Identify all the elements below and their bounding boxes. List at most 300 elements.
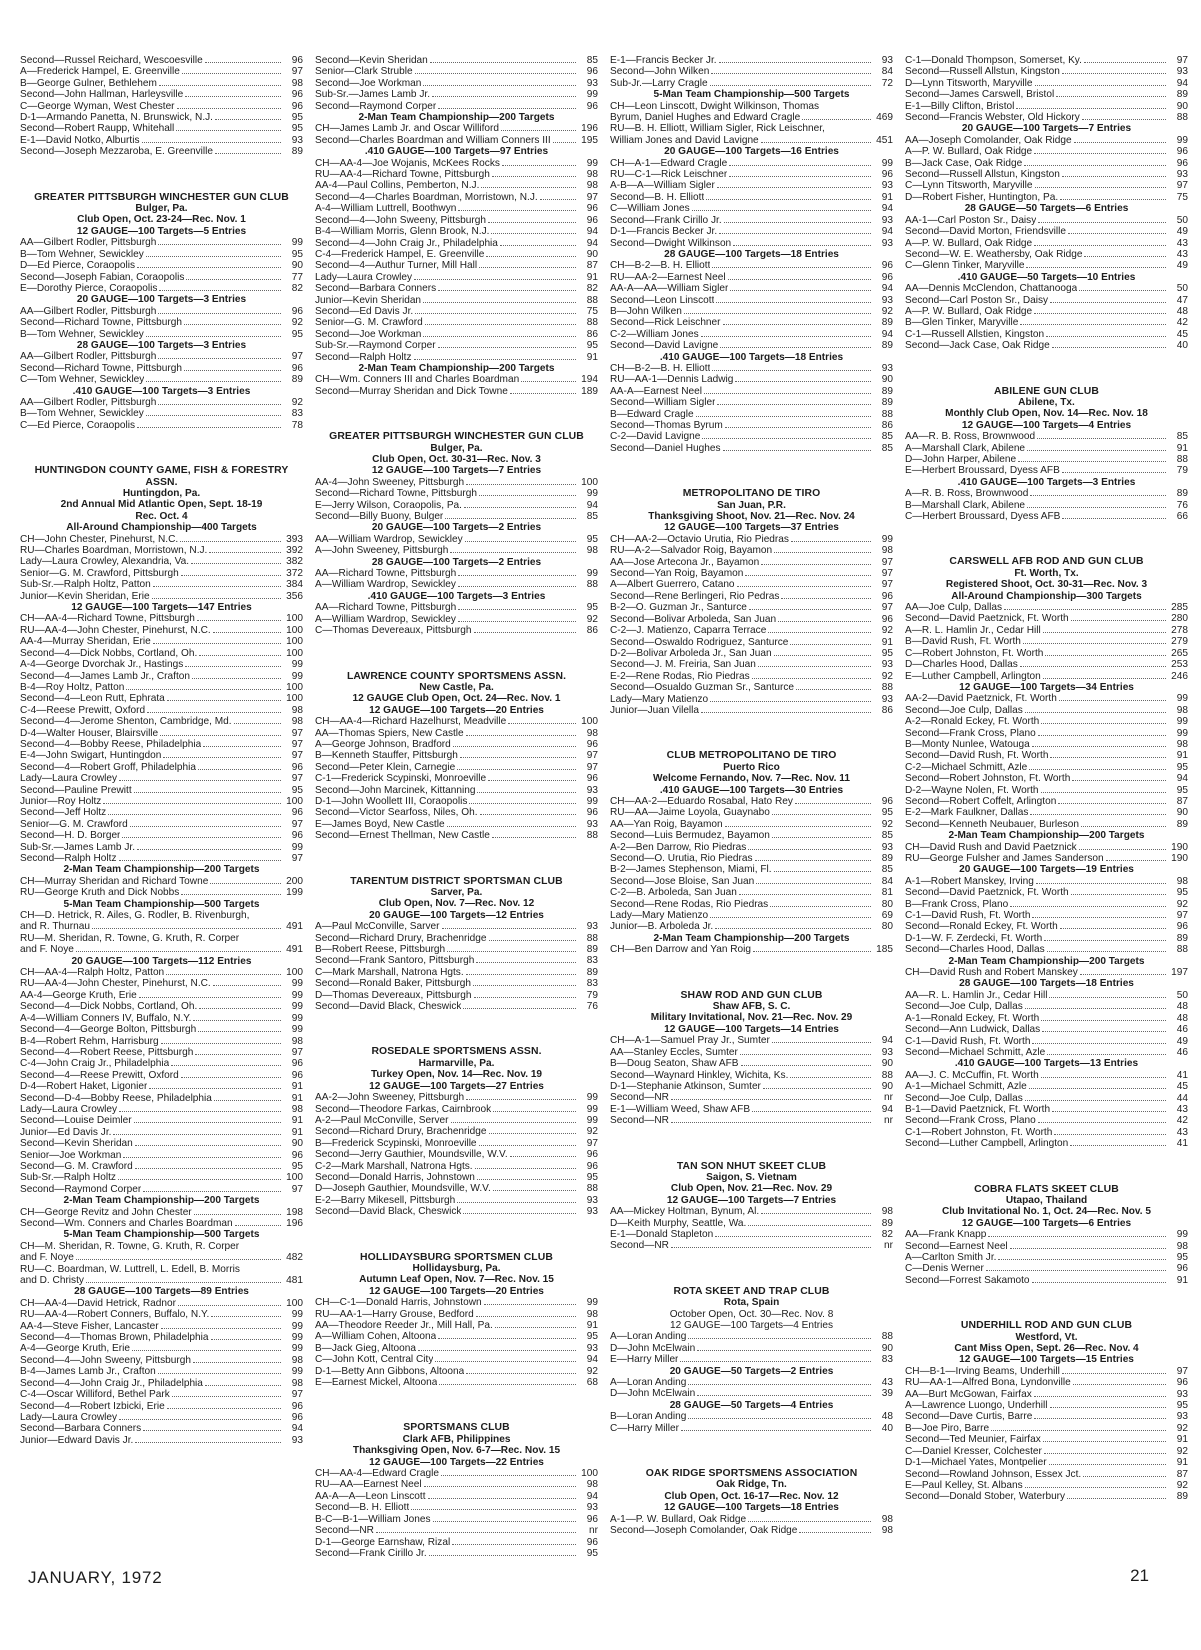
result-row [20,671,303,682]
shooter-name: Second—Ted Meunier, Fairfax [905,1434,1041,1446]
shooter-name: AA—Joseph Comolander, Oak Ridge [905,134,1072,146]
score: 92 [1176,898,1188,910]
score: 97 [881,579,893,591]
shooter-name: C-4—Frederick Hampel, E. Greenville [315,248,485,260]
dot-leader [774,864,871,872]
dot-leader [521,374,576,382]
dot-leader [735,374,871,382]
dot-leader [1042,1024,1166,1032]
dot-leader [185,659,281,667]
section-spacer [20,158,303,180]
shooter-name: CH—David Rush and David Paetznick [905,841,1077,853]
score: 43 [1176,1103,1188,1115]
shooter-name: B-2—James Stephenson, Miami, Fl. [610,864,772,876]
dot-leader [1027,443,1166,451]
result-row [20,1070,303,1081]
dot-leader [457,1195,576,1203]
dot-leader [1023,636,1166,644]
score: 97 [586,191,598,203]
dot-leader [439,1377,576,1385]
result-row [315,785,598,796]
result-row [20,1001,303,1012]
score: 88 [586,932,598,944]
result-row [20,785,303,796]
score: 372 [286,567,303,579]
shooter-name: A—George Johnson, Bradford [315,738,451,750]
score: 86 [881,420,893,431]
dot-leader [135,1161,281,1169]
result-row [905,1024,1188,1035]
result-row [20,1150,303,1161]
result-row [610,260,893,271]
score: 93 [586,1342,598,1354]
shooter-name: Second—Robert Johnston, Ft. Worth [905,773,1071,785]
dot-leader [76,944,281,952]
dot-leader [1047,944,1166,952]
shooter-name: E-1—Francis Becker Jr. [610,55,717,66]
dot-leader [198,762,281,770]
shooter-name: AA-4—George Kruth, Erie [20,989,137,1001]
shooter-name: Junior—Roy Holtz [20,795,102,807]
shooter-name: Second—Ralph Holtz [20,853,117,864]
dot-leader [1030,807,1166,815]
dot-leader [1025,1001,1166,1009]
dot-leader [433,1514,576,1522]
score: 95 [881,807,893,819]
result-row [315,807,598,818]
shooter-name: Senior—Joe Workman [20,1149,122,1161]
result-row [315,66,598,77]
score: 96 [586,214,598,226]
shooter-name: E—Harry Miller [610,1354,679,1366]
score: 93 [586,1206,598,1218]
shooter-name: Lady—Laura Crowley, Alexandria, Va. [20,556,190,568]
shooter-name: A-2—Ronald Eckey, Ft. Worth [905,716,1040,728]
score: 91 [291,1092,303,1104]
shooter-name: E-1—Billy Clifton, Bristol [905,100,1015,112]
dot-leader [1074,135,1166,143]
result-row [905,1446,1188,1457]
event-info: Thanksgiving Open, Nov. 6-7—Rec. Nov. 15 [352,1445,561,1457]
shooter-name: RU—C-1—Rick Leischner [610,169,728,181]
score: 285 [1171,602,1188,614]
dot-leader [158,351,281,359]
result-row [905,1036,1188,1047]
dot-leader [739,887,871,895]
dot-leader [781,591,871,599]
result-row [20,762,303,773]
dot-leader [465,534,576,542]
dot-leader [428,1491,576,1499]
score: 279 [1171,636,1188,648]
dot-leader [161,1036,281,1044]
score: 99 [291,978,303,990]
result-row [315,579,598,590]
dot-leader [1026,260,1166,268]
shooter-name: Second—Joe Culp, Dallas [905,1001,1023,1013]
result-row [315,1183,598,1194]
shooter-name: A—Loran Anding [610,1331,687,1343]
shooter-name: Second—4—Charles Boardman, Morristown, N.J. [315,191,538,203]
shooter-name: D—Lynn Titsworth, Maryville [905,77,1033,89]
dot-leader [126,682,281,690]
shooter-name: AA-4—Murray Sheridan, Erie [20,636,151,648]
dot-leader [702,431,871,439]
shooter-name: A-1—P. W. Bullard, Oak Ridge [610,1513,747,1525]
result-row [315,933,598,944]
dot-leader [1052,1104,1166,1112]
dot-leader [1058,796,1166,804]
shooter-name: Second—Joseph Mezzaroba, E. Greenville [20,146,214,158]
shooter-name: Sub-Sr.—Ralph Holtz [20,1172,116,1184]
result-row [20,648,303,659]
score: 92 [881,625,893,637]
result-row [610,807,893,818]
shooter-name: A—Loran Anding [610,1377,687,1389]
dot-leader [697,1343,871,1351]
score: 80 [881,898,893,910]
shooter-name: Second—Luther Campbell, Arlington [905,1138,1069,1150]
dot-leader [464,500,576,508]
dot-leader [108,807,281,815]
shooter-name: Junior—Ed Davis Jr. [20,1126,112,1138]
shooter-name: Second—Russel Reichard, Wescoesville [20,55,203,66]
result-row [315,1195,598,1206]
score: 96 [586,203,598,215]
dot-leader [458,568,576,576]
result-row [610,1514,893,1525]
score: 93 [881,237,893,249]
score: 94 [586,237,598,249]
result-row [315,215,598,226]
result-row [20,978,303,989]
shooter-name: Second—Jack Case, Oak Ridge [905,340,1050,352]
score: 95 [586,1331,598,1343]
event-heading: 20 GAUGE—100 Targets—7 Entries [961,123,1132,135]
result-row [905,693,1188,704]
score: 97 [291,1183,303,1195]
score: 96 [881,260,893,272]
result-row [610,545,893,556]
score: 91 [1176,1457,1188,1469]
dot-leader [137,842,281,850]
shooter-name: Sub-Sr.—James Lamb Jr. [315,89,430,101]
shooter-name: B—Edward Cragle [610,408,694,420]
dot-leader [209,545,281,553]
result-row [905,1434,1188,1445]
shooter-name: Second—4—George Bolton, Pittsburgh [20,1024,197,1036]
dot-leader [1079,842,1166,850]
result-row [610,169,893,180]
result-row [20,1366,303,1377]
shooter-name: Second—NR [315,1525,374,1537]
result-row [20,693,303,704]
dot-leader [194,1207,281,1215]
score: 98 [586,1308,598,1320]
dot-leader [185,89,281,97]
score: 96 [586,1149,598,1161]
section-spacer [905,1286,1188,1308]
dot-leader [476,1309,576,1317]
dot-leader [198,1024,281,1032]
club-name: HUNTINGDON COUNTY GAME, FISH & FORESTRY ASSN. [34,465,289,488]
result-row [315,955,598,966]
shooter-name: AA-A—AA—William Sigler [610,283,729,295]
shooter-name: E-2—Mark Faulkner, Dallas [905,807,1029,819]
club-name: OAK RIDGE SPORTSMENS ASSOCIATION [645,1468,858,1480]
dot-leader [745,568,871,576]
event-info: San Juan, P.R. [717,499,786,511]
shooter-name: CH—George Revitz and John Chester [20,1206,192,1218]
result-row [315,477,598,488]
shooter-name: CH—John Chester, Pinehurst, N.C. [20,533,179,545]
result-row [610,1047,893,1058]
shooter-name: D—John Harper, Abilene [905,454,1017,465]
dot-leader [469,796,576,804]
shooter-name: C—Mark Marshall, Natrona Hgts. [315,966,464,978]
event-info: Club Open, Nov. 21—Rec. Nov. 29 [670,1183,833,1195]
result-row [610,1218,893,1229]
dot-leader [763,1081,871,1089]
score: 185 [876,944,893,956]
score: 95 [291,112,303,124]
shooter-name: CH—A-1—Samuel Pray Jr., Sumter [610,1035,770,1047]
dot-leader [1010,899,1166,907]
shooter-name: C—John Kott, Central City [315,1354,434,1366]
score: 89 [881,397,893,409]
score: 90 [881,1058,893,1070]
club-name: SHAW ROD AND GUN CLUB [680,989,823,1001]
score: 96 [291,89,303,101]
result-row [20,1036,303,1047]
shooter-name: AA—R. B. Ross, Brownwood [905,431,1036,443]
score: 278 [1171,624,1188,636]
shooter-name: D-1—Stephanie Atkinson, Sumter [610,1080,761,1092]
dot-leader [213,978,281,986]
result-row [905,146,1188,157]
result-row [315,283,598,294]
dot-leader [376,1525,576,1533]
dot-leader [795,796,871,804]
score: 43 [1176,248,1188,260]
club-name: CARSWELL AFB ROD AND GUN CLUB [949,556,1144,568]
result-row [905,773,1188,784]
score: 89 [586,944,598,956]
shooter-name: B—George Gulner, Bethlehem [20,77,157,89]
dot-leader [181,568,281,576]
event-info: Bulger, Pa. [135,203,188,215]
dot-leader [1032,739,1166,747]
dot-leader [1034,1411,1166,1419]
result-row [905,1480,1188,1491]
shooter-name: B—Loran Anding [610,1411,687,1423]
score: 98 [291,1354,303,1366]
dot-leader [484,1297,576,1305]
shooter-name: CH—Murray Sheridan and Richard Towne [20,875,209,887]
shooter-name: B-2—O. Guzman Jr., Santurce [610,602,747,614]
dot-leader [137,260,281,268]
dot-leader [184,317,281,325]
shooter-name: B—Frederick Scypinski, Monroeville [315,1137,477,1149]
result-row [610,910,893,921]
dot-leader [481,180,576,188]
section-spacer [610,1252,893,1274]
score: 86 [586,328,598,340]
event-info: Puerto Rico [723,761,780,773]
score: 87 [1176,1468,1188,1480]
result-row [610,340,893,351]
event-info: 5-Man Team Championship—500 Targets [63,898,260,910]
shooter-name: Junior—Edward Davis Jr. [20,1434,134,1446]
dot-leader [772,807,871,815]
score: 76 [586,1001,598,1013]
score: 98 [881,1206,893,1218]
score: 100 [581,716,598,728]
column-4 [905,55,1188,1585]
shooter-name: Second—Russell Allstun, Kingston [905,169,1060,181]
score: 95 [291,248,303,260]
result-row [315,511,598,522]
result-row [905,921,1188,932]
result-row [315,602,598,613]
dot-leader [186,272,281,280]
dot-leader [492,830,576,838]
result-row [610,591,893,602]
score: 98 [291,716,303,728]
event-heading: 28 GAUGE—100 Targets—18 Entries [664,248,839,260]
score: 89 [881,385,893,397]
event-info: Westford, Vt. [1015,1331,1078,1343]
dot-leader [457,762,576,770]
result-row [315,1548,598,1559]
club-name: COBRA FLATS SKEET CLUB [974,1183,1119,1195]
score: 48 [1176,1001,1188,1013]
shooter-name: D-1—Armando Panetta, N. Brunswick, N.J. [20,112,213,124]
result-row [315,169,598,180]
result-row [20,1321,303,1332]
dot-leader [1029,1081,1166,1089]
shooter-name: C-1—Donald Thompson, Somerset, Ky. [905,55,1082,66]
shooter-name: AA—Richard Towne, Pittsburgh [315,568,457,580]
dot-leader [463,1206,576,1214]
shooter-name: Second—4—Dick Nobbs, Cortland, Oh. [20,1001,198,1013]
event-info: Ft. Worth, Tx. [1014,567,1079,579]
score: 99 [291,1343,303,1355]
shooter-name: Lady—Laura Crowley [315,271,413,283]
result-row [905,739,1188,750]
dot-leader [488,215,576,223]
score: 91 [586,271,598,283]
result-row [315,192,598,203]
dot-leader [1043,671,1166,679]
dot-leader [149,1081,281,1089]
shooter-name: RU—AA-1—Alfred Bona, Lyndonville [905,1377,1071,1389]
result-row [315,830,598,841]
score: 93 [881,294,893,306]
result-row [315,500,598,511]
result-row [315,1514,598,1525]
shooter-name: D-1—W. F. Zerdecki, Ft. Worth [905,932,1043,944]
dot-leader [466,728,576,736]
dot-leader [741,1058,872,1066]
result-row [20,272,303,283]
result-row [905,1138,1188,1149]
dot-leader [756,876,871,884]
result-row [20,591,303,602]
result-row [610,853,893,864]
score: 89 [291,146,303,158]
event-info: Club Open, Oct. 16-17—Rec. Nov. 12 [664,1490,839,1502]
shooter-name: Second—Joe Workman [315,328,422,340]
dot-leader [711,66,871,74]
score: 92 [881,305,893,317]
dot-leader [1050,295,1166,303]
dot-leader [748,1218,871,1226]
dot-leader [146,329,281,337]
shooter-name: AA—R. L. Hamlin Jr., Cedar Hill [905,989,1048,1001]
score: 93 [586,1194,598,1206]
shooter-name: Second—Joseph Comolander, Oak Ridge [610,1525,798,1537]
result-row [610,374,893,385]
result-row [905,169,1188,180]
event-heading: .410 GAUGE—50 Targets—10 Entries [957,271,1136,283]
score: 72 [881,77,893,89]
score: 98 [291,1103,303,1115]
shooter-name: D-4—Robert Haket, Ligonier [20,1081,148,1093]
result-row [905,853,1188,864]
score: 93 [881,841,893,853]
dot-leader [211,1332,281,1340]
result-row [610,1331,893,1342]
score: 99 [291,659,303,671]
score: 94 [881,226,893,238]
score: 41 [1176,1069,1188,1081]
score: 77 [291,271,303,283]
score: 199 [286,887,303,899]
shooter-name: William Jones and David Lavigne [610,134,759,146]
score: 94 [881,283,893,295]
shooter-name: Second—Francis Webster, Old Hickory [905,112,1080,124]
dot-leader [460,750,576,758]
result-row [905,283,1188,294]
score: 90 [881,1342,893,1354]
score: 46 [1176,1046,1188,1058]
score: 89 [291,374,303,386]
score: 190 [1171,853,1188,864]
shooter-name: Second—Richard Drury, Brachenridge [315,1126,487,1138]
score: 89 [1176,932,1188,944]
score: 198 [286,1206,303,1218]
result-row [905,192,1188,203]
score: 88 [881,1331,893,1343]
score: 89 [881,340,893,352]
text-line: CH—M. Sheridan, R. Towne, G. Kruth, R. Corper [20,1240,240,1252]
score: 253 [1171,659,1188,671]
result-row [20,363,303,374]
result-row [905,819,1188,830]
result-row [315,796,598,807]
result-row [20,1332,303,1343]
score: 100 [286,613,303,625]
dot-leader [1025,1480,1166,1488]
result-row [610,876,893,887]
result-row [315,990,598,1001]
shooter-name: AA—Mickey Holtman, Bynum, Al. [610,1206,760,1218]
dot-leader [692,203,871,211]
shooter-name: Second—Joe Workman [315,77,422,89]
result-row [20,1093,303,1104]
dot-leader [501,123,576,131]
